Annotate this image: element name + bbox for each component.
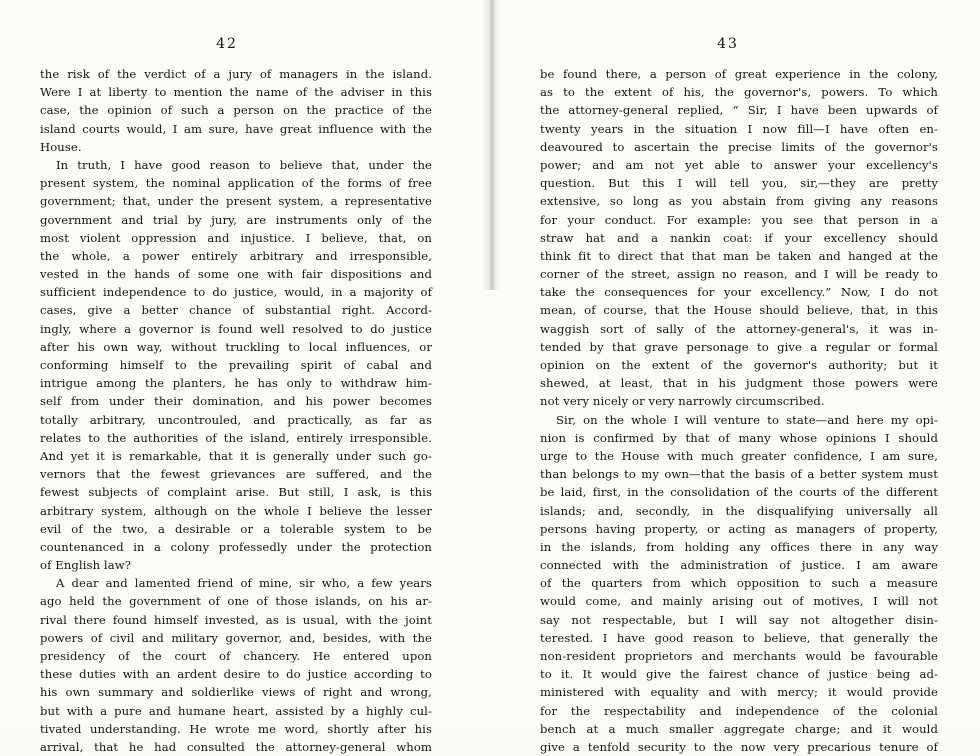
text-line: shewed, at least, that in his judgment those powers were: [540, 376, 938, 391]
text-line: presidency of the court of chancery. He entered upon: [40, 649, 432, 663]
left-page: [40, 0, 432, 754]
text-line: for your conduct. For example: you see that person in a: [540, 212, 938, 227]
text-line: waggish sort of sally of the attorney-general's, it was in-: [540, 321, 938, 336]
text-line: non-resident proprietors and merchants would be favourable: [540, 649, 938, 663]
text-line: extensive, so long as you abstain from giving any reasons: [540, 194, 938, 209]
text-line: than belongs to my own—that the basis of a better system must: [540, 467, 938, 482]
text-line: question. But this I will tell you, sir,—they are pretty: [540, 176, 938, 191]
text-line: the whole, a power entirely arbitrary and irresponsible,: [40, 248, 432, 263]
text-line: in the islands, from holding any offices there in any way: [540, 539, 938, 554]
text-line: straw hat and a nankin coat: if your excellency should: [540, 230, 938, 245]
text-line: sufficient independence to do justice, would, in a majority of: [40, 285, 432, 300]
text-line: not very nicely or very narrowly circumscribed.: [540, 394, 825, 409]
text-line: but with a pure and humane heart, assisted by a highly cul-: [40, 703, 432, 718]
text-line: arrival, that he had consulted the attorney-general whom: [40, 739, 432, 754]
text-line: powers of civil and military governor, and, besides, with the: [40, 630, 432, 645]
text-line: nion is confirmed by that of many whose opinions I should: [540, 430, 938, 445]
left-page-text: [40, 65, 432, 756]
text-line: relates to the authorities of the island, entirely irresponsible.: [40, 430, 432, 445]
text-line: power; and am not yet able to answer your excellency's: [540, 157, 938, 172]
text-line: countenanced in a colony professedly under the protection: [40, 539, 432, 554]
text-line: think fit to direct that that man be taken and hanged at the: [540, 248, 938, 263]
text-line: Sir, on the whole I will venture to state—and here my opi-: [556, 412, 938, 427]
text-line: give a tenfold security to the now very precarious tenure of: [540, 739, 938, 754]
text-line: these duties with an ardent desire to do justice according to: [40, 667, 432, 682]
text-line: And yet it is remarkable, that it is generally under such go-: [40, 448, 432, 463]
text-line: take the consequences for your excellency.” Now, I do not: [540, 285, 938, 300]
text-line: ago held the government of one of those islands, on his ar-: [40, 594, 432, 609]
text-line: be laid, first, in the consolidation of the courts of the different: [540, 485, 938, 500]
right-page-number: 43: [717, 36, 739, 52]
text-line: House.: [40, 139, 82, 154]
text-line: government; that, under the present system, a representative: [40, 194, 432, 209]
text-line: most violent oppression and injustice. I believe, that, on: [40, 230, 432, 245]
text-line: In truth, I have good reason to believe that, under the: [56, 157, 432, 172]
text-line: as to the extent of his, the governor's, powers. To which: [540, 85, 938, 100]
text-line: mean, of course, that the House should believe, that, in this: [540, 303, 938, 318]
text-line: Were I at liberty to mention the name of the adviser in this: [40, 85, 432, 100]
gutter-shadow: [482, 0, 500, 290]
text-line: connected with the administration of justice. I am aware: [540, 558, 938, 573]
text-line: vernors that the fewest grievances are suffered, and the: [40, 467, 432, 482]
text-line: ingly, where a governor is found well resolved to do justice: [40, 321, 432, 336]
text-line: bench at a much smaller aggregate charge; and it would: [540, 721, 938, 736]
text-line: tivated understanding. He wrote me word, shortly after his: [40, 721, 432, 736]
text-line: urge to the House with much greater confidence, I am sure,: [540, 448, 938, 463]
text-line: after his own way, without truckling to local influences, or: [40, 339, 432, 354]
text-line: intrigue among the planters, he has only to withdraw him-: [40, 376, 432, 391]
text-line: case, the opinion of such a person on the practice of the: [40, 103, 432, 118]
text-line: of the quarters from which opposition to such a measure: [540, 576, 938, 591]
text-line: for the respectability and independence of the colonial: [540, 703, 938, 718]
text-line: islands; and, secondly, in the disqualifying universally all: [540, 503, 938, 518]
text-line: say not respectable, but I will say not altogether disin-: [540, 612, 938, 627]
text-line: self from under their domination, and his power becomes: [40, 394, 432, 409]
text-line: the attorney-general replied, “ Sir, I have been upwards of: [540, 103, 938, 118]
text-line: persons having property, or acting as managers of property,: [540, 521, 938, 536]
text-line: tended by that grave personage to give a regular or formal: [540, 339, 938, 354]
text-line: conforming himself to the prevailing spirit of cabal and: [40, 358, 432, 372]
text-line: totally arbitrary, uncontrouled, and practically, as far as: [40, 412, 432, 427]
text-line: to it. It would give the fairest chance of justice being ad-: [540, 667, 938, 682]
left-page-number: 42: [216, 36, 238, 52]
text-line: deavoured to ascertain the precise limits of the governor's: [540, 139, 938, 154]
text-line: island courts would, I am sure, have great influence with the: [40, 121, 432, 136]
text-line: of English law?: [40, 558, 132, 573]
text-line: arbitrary system, although on the whole I believe the lesser: [40, 503, 432, 518]
text-line: cases, give a better chance of substantial right. Accord-: [40, 303, 432, 318]
text-line: fewest subjects of complaint arise. But still, I ask, is this: [40, 485, 432, 500]
text-line: ministered with equality and with mercy; it would provide: [540, 685, 938, 700]
text-line: would come, and mainly arising out of motives, I will not: [540, 594, 938, 609]
text-line: present system, the nominal application of the forms of free: [40, 176, 432, 191]
text-line: terested. I have good reason to believe, that generally the: [540, 630, 938, 645]
text-line: A dear and lamented friend of mine, sir who, a few years: [56, 576, 432, 591]
text-line: opinion on the extent of the governor's authority; but it: [540, 358, 938, 372]
text-line: his own summary and soldierlike views of right and wrong,: [40, 685, 432, 700]
text-line: the risk of the verdict of a jury of managers in the island.: [40, 67, 432, 81]
text-line: rival there found himself invested, as is usual, with the joint: [40, 612, 432, 627]
right-page-text: [540, 65, 938, 756]
text-line: be found there, a person of great experience in the colony,: [540, 67, 938, 81]
text-line: twenty years in the situation I now fill—I have often en-: [540, 121, 938, 136]
right-page: [540, 0, 938, 754]
text-line: government and trial by jury, are instruments only of the: [40, 212, 432, 227]
text-line: evil of the two, a desirable or a tolerable system to be: [40, 521, 432, 536]
text-line: corner of the street, assign no reason, and I will be ready to: [540, 267, 938, 282]
text-line: vested in the hands of some one with fair dispositions and: [40, 267, 432, 282]
